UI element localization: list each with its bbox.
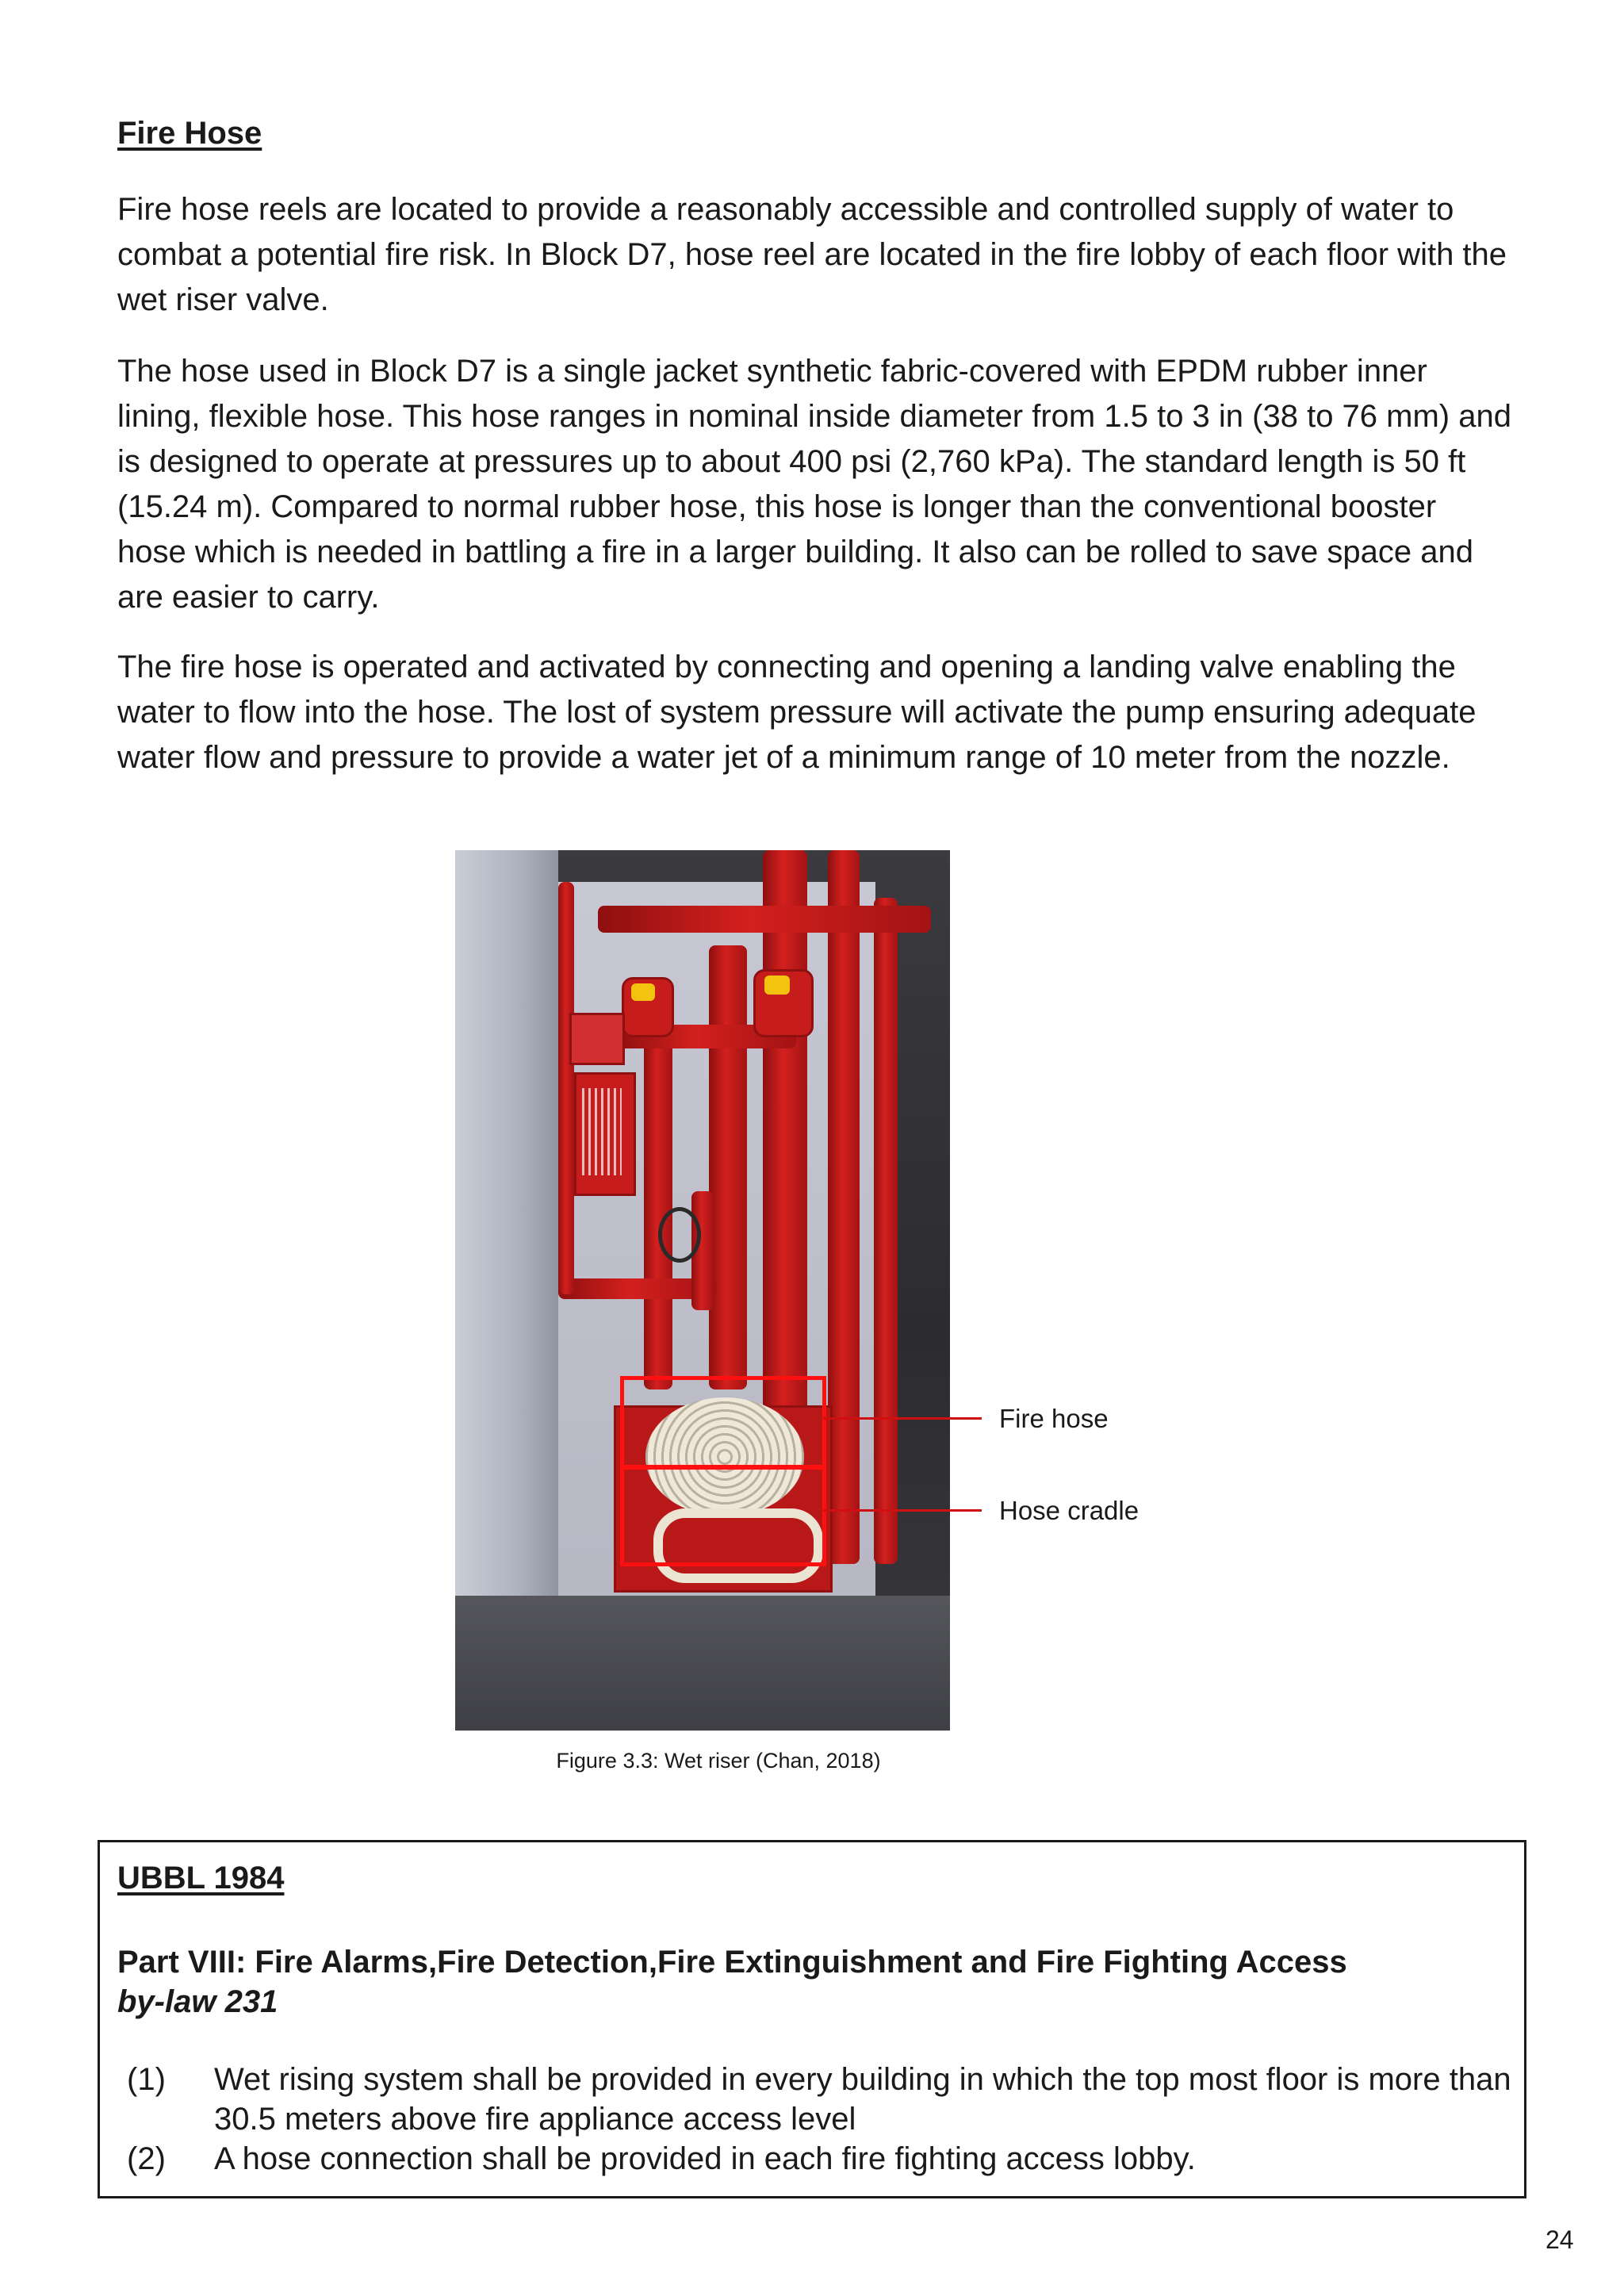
hose-cradle-leader-line [823,1509,982,1512]
item-text: A hose connection shall be provided in each fire fighting access lobby. [214,2141,1196,2176]
riser-pipe [644,1009,672,1389]
regulation-item [117,2060,1513,2139]
valve-wheel-icon [658,1207,701,1263]
wet-riser-photo [455,850,950,1731]
regulation-item [117,2139,1513,2179]
figure-caption: Figure 3.3: Wet riser (Chan, 2018) [556,1749,881,1773]
item-number: (1) [127,2062,166,2097]
valve-cap-icon [764,976,790,995]
fire-hose-leader-line [823,1417,982,1420]
paragraph-3: The fire hose is operated and activated by connecting and opening a landing valve enabling the water to flow into the hose. The lost of system pressure will activate the pump ensuring adequate water flow and pressure to provide a water jet of a minimum range of 10 meter from the nozzle. [117,650,1477,775]
riser-pipe [874,898,898,1564]
wiring [582,1088,622,1175]
hose-cradle-callout: Hose cradle [999,1496,1139,1525]
riser-pipe [828,850,860,1564]
section-heading: Fire Hose [117,116,262,151]
regulation-part: Part VIII: Fire Alarms,Fire Detection,Fire Extinguishment and Fire Fighting Access [117,1945,1347,1980]
hose-cradle-highlight [620,1465,826,1566]
horizontal-pipe [598,906,931,933]
regulation-bylaw: by-law 231 [117,1984,278,2019]
branch-pipe [558,882,574,1294]
regulation-title: UBBL 1984 [117,1861,285,1895]
fire-hose-callout: Fire hose [999,1404,1109,1433]
fire-hose-highlight [620,1376,826,1470]
paragraph-2: The hose used in Block D7 is a single jacket synthetic fabric-covered with EPDM rubber inner lining, flexible hose. This hose ranges in nominal inside diameter from 1.5 to 3 in (38 to 76 mm) and is designed to operate at pressures up to about 400 psi (2,760 kPa). The standard length is 50 ft (15.24 m). Compared to normal rubber hose, this hose is longer than the conventional booster hose which is needed in battling a fire in a larger building. It also can be rolled to save space and are easier to carry. [117,354,1511,615]
item-number: (2) [127,2141,166,2176]
page-number: 24 [1545,2225,1574,2254]
riser-pipe [709,945,747,1389]
lobby-floor [455,1596,950,1731]
item-text: Wet rising system shall be provided in every building in which the top most floor is more than 30.5 meters above fire appliance access level [214,2062,1511,2137]
valve-cap-icon [631,983,655,1001]
control-box [569,1013,625,1065]
paragraph-1: Fire hose reels are located to provide a reasonably accessible and controlled supply of water to combat a potential fire risk. In Block D7, hose reel are located in the fire lobby of each floor with the wet riser valve. [117,192,1507,317]
